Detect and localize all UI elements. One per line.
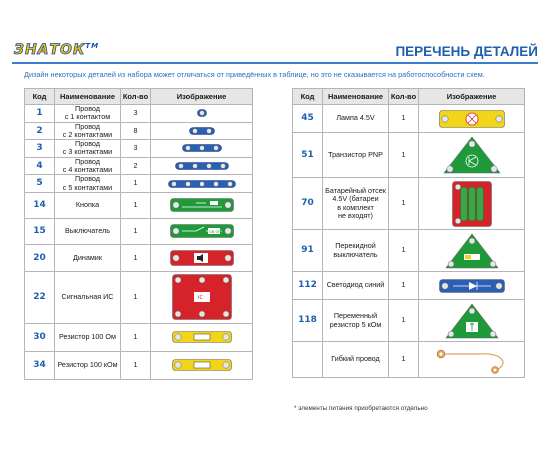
part-name: Батарейный отсек 4.5V (батареи в комплект не входят) xyxy=(323,178,389,230)
part-image-cell xyxy=(151,140,253,158)
part-code: 22 xyxy=(25,271,55,323)
part-name: Провод с 4 контактами xyxy=(55,157,121,175)
part-quantity: 3 xyxy=(121,140,151,158)
parts-table-row xyxy=(25,351,253,379)
part-image-cell xyxy=(419,300,525,342)
part-image-cell xyxy=(151,157,253,175)
resistor-100-icon xyxy=(153,331,250,343)
part-image-cell xyxy=(151,244,253,271)
column-header-name: Наименование xyxy=(323,89,389,105)
part-quantity: 1 xyxy=(389,105,419,133)
parts-table-row xyxy=(293,178,525,230)
table-header-row xyxy=(25,89,253,105)
part-name: Провод с 3 контактами xyxy=(55,140,121,158)
part-name: Сигнальная ИС xyxy=(55,271,121,323)
part-name: Гибкий провод xyxy=(323,342,389,378)
parts-table-row xyxy=(25,122,253,140)
wire-5-icon xyxy=(153,180,250,188)
part-code: 34 xyxy=(25,351,55,379)
column-header-image: Изображение xyxy=(151,89,253,105)
part-quantity: 1 xyxy=(389,342,419,378)
parts-table-row xyxy=(25,105,253,123)
part-name: Провод с 1 контактом xyxy=(55,105,121,123)
part-quantity: 2 xyxy=(121,157,151,175)
wire-1-icon xyxy=(153,109,250,117)
parts-table-row xyxy=(25,157,253,175)
part-quantity: 1 xyxy=(389,178,419,230)
lamp-icon xyxy=(421,110,522,128)
parts-table-row xyxy=(25,175,253,193)
header-divider xyxy=(12,62,538,64)
transistor-pnp-icon xyxy=(421,135,522,175)
parts-table-row xyxy=(25,244,253,271)
footnote: * элементы питания приобретаются отдельно xyxy=(294,405,428,412)
table-header-row xyxy=(293,89,525,105)
signal-ic-icon xyxy=(153,274,250,320)
column-header-qty: Кол-во xyxy=(121,89,151,105)
part-image-cell xyxy=(419,230,525,272)
flexible-wire-icon xyxy=(421,346,522,374)
part-name: Светодиод синий xyxy=(323,272,389,300)
part-code: 91 xyxy=(293,230,323,272)
part-code: 4 xyxy=(25,157,55,175)
parts-table-row xyxy=(25,323,253,351)
part-code: 5 xyxy=(25,175,55,193)
page-subtitle: Дизайн некоторых деталей из набора может отличаться от приведённых в таблице, но это не сказывается на работоспособности схем. xyxy=(24,70,485,79)
column-header-name: Наименование xyxy=(55,89,121,105)
part-quantity: 1 xyxy=(121,271,151,323)
part-quantity: 1 xyxy=(121,175,151,193)
part-code: 2 xyxy=(25,122,55,140)
part-image-cell xyxy=(419,133,525,178)
part-quantity: 1 xyxy=(389,230,419,272)
part-name: Транзистор PNP xyxy=(323,133,389,178)
parts-table-row xyxy=(25,271,253,323)
blue-led-icon xyxy=(421,279,522,293)
speaker-icon xyxy=(153,250,250,266)
page-title: ПЕРЕЧЕНЬ ДЕТАЛЕЙ xyxy=(395,44,538,59)
part-image-cell xyxy=(419,105,525,133)
parts-table-right xyxy=(292,88,525,378)
part-image-cell xyxy=(151,271,253,323)
part-name: Резистор 100 Ом xyxy=(55,323,121,351)
part-image-cell xyxy=(151,175,253,193)
part-image-cell xyxy=(151,218,253,244)
parts-table-left xyxy=(24,88,253,380)
part-code: 14 xyxy=(25,192,55,218)
part-quantity: 1 xyxy=(121,323,151,351)
parts-table-row xyxy=(293,272,525,300)
variable-resistor-icon xyxy=(421,302,522,340)
part-code: 70 xyxy=(293,178,323,230)
part-code xyxy=(293,342,323,378)
part-image-cell xyxy=(151,105,253,123)
push-button-icon xyxy=(153,198,250,212)
parts-table-row xyxy=(293,342,525,378)
part-image-cell xyxy=(151,351,253,379)
parts-table-row xyxy=(293,133,525,178)
part-code: 30 xyxy=(25,323,55,351)
part-name: Выключатель xyxy=(55,218,121,244)
part-code: 51 xyxy=(293,133,323,178)
part-image-cell xyxy=(151,122,253,140)
part-code: 3 xyxy=(25,140,55,158)
parts-table-row xyxy=(25,192,253,218)
part-name: Переменный резистор 5 кОм xyxy=(323,300,389,342)
part-code: 1 xyxy=(25,105,55,123)
part-code: 15 xyxy=(25,218,55,244)
part-code: 112 xyxy=(293,272,323,300)
parts-table-row xyxy=(25,140,253,158)
wire-2-icon xyxy=(153,127,250,135)
column-header-code: Код xyxy=(293,89,323,105)
part-quantity: 1 xyxy=(121,192,151,218)
column-header-qty: Кол-во xyxy=(389,89,419,105)
wire-3-icon xyxy=(153,144,250,152)
battery-holder-icon xyxy=(421,181,522,227)
part-quantity: 1 xyxy=(389,300,419,342)
part-quantity: 1 xyxy=(121,244,151,271)
part-name: Провод с 5 контактами xyxy=(55,175,121,193)
part-image-cell xyxy=(151,323,253,351)
parts-table-row xyxy=(293,230,525,272)
brand-logo: ЗНАТОК™ xyxy=(14,42,100,58)
wire-4-icon xyxy=(153,162,250,170)
svg-text:ON OFF: ON OFF xyxy=(208,230,222,235)
part-image-cell xyxy=(419,272,525,300)
parts-table-row xyxy=(25,218,253,244)
part-quantity: 8 xyxy=(121,122,151,140)
column-header-code: Код xyxy=(25,89,55,105)
part-quantity: 3 xyxy=(121,105,151,123)
part-name: Резистор 100 кОм xyxy=(55,351,121,379)
svg-text:IC: IC xyxy=(197,295,203,302)
part-name: Кнопка xyxy=(55,192,121,218)
switch-icon xyxy=(153,224,250,238)
part-quantity: 1 xyxy=(389,133,419,178)
parts-table-row xyxy=(293,300,525,342)
part-name: Провод с 2 контактами xyxy=(55,122,121,140)
part-code: 20 xyxy=(25,244,55,271)
part-quantity: 1 xyxy=(389,272,419,300)
part-name: Лампа 4.5V xyxy=(323,105,389,133)
column-header-image: Изображение xyxy=(419,89,525,105)
part-name: Перекидной выключатель xyxy=(323,230,389,272)
part-code: 118 xyxy=(293,300,323,342)
part-image-cell xyxy=(419,178,525,230)
parts-table-row xyxy=(293,105,525,133)
part-name: Динамик xyxy=(55,244,121,271)
toggle-switch-icon xyxy=(421,232,522,270)
part-code: 45 xyxy=(293,105,323,133)
resistor-100k-icon xyxy=(153,359,250,371)
part-quantity: 1 xyxy=(121,218,151,244)
part-image-cell xyxy=(151,192,253,218)
part-image-cell xyxy=(419,342,525,378)
part-quantity: 1 xyxy=(121,351,151,379)
